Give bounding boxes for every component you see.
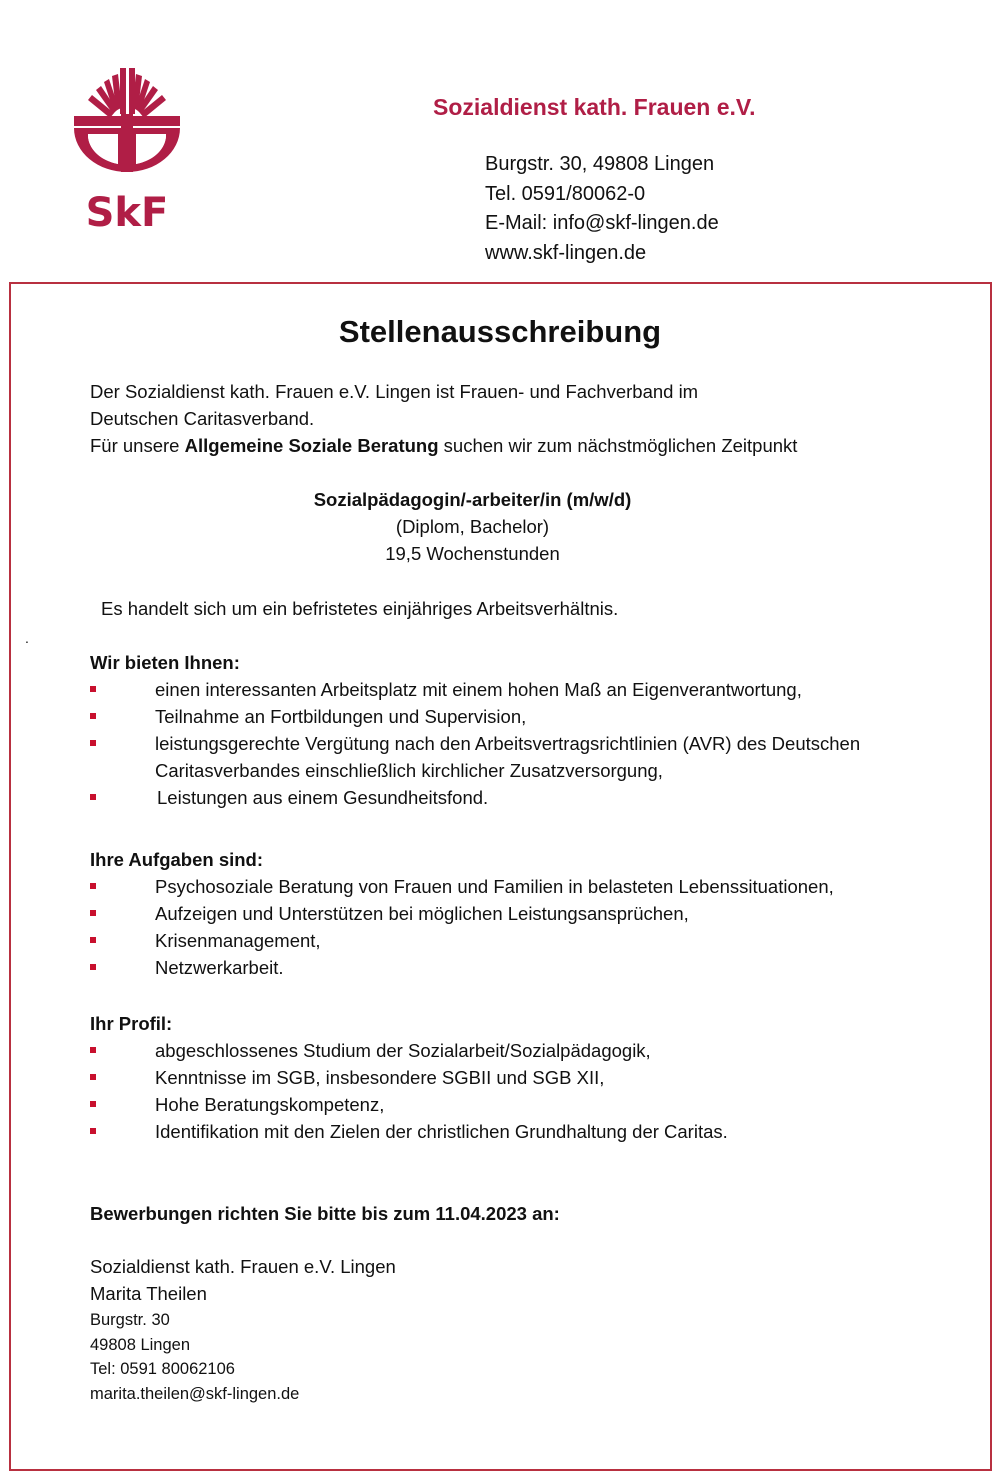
task-item: Aufzeigen und Unterstützen bei möglichen Leistungsansprüchen,: [155, 903, 689, 924]
task-item: Netzwerkarbeit.: [155, 957, 284, 978]
position-title: Sozialpädagogin/-arbeiter/in (m/w/d): [313, 489, 632, 510]
bullet-icon: [90, 740, 96, 746]
org-phone: Tel. 0591/80062-0: [485, 182, 646, 205]
intro-prefix: Für unsere: [90, 435, 185, 456]
offer-item: Teilnahme an Fortbildungen und Supervision,: [155, 706, 527, 727]
skf-logo-text: SkF: [85, 190, 169, 234]
bullet-icon: [90, 910, 96, 916]
contact-phone: Tel: 0591 80062106: [90, 1360, 235, 1378]
org-address: Burgstr. 30, 49808 Lingen: [485, 153, 715, 175]
position-hours: 19,5 Wochenstunden: [385, 543, 560, 564]
bullet-icon: [90, 883, 96, 889]
offer-heading: Wir bieten Ihnen:: [90, 652, 240, 673]
intro-suffix: suchen wir zum nächstmöglichen Zeitpunkt: [438, 435, 798, 456]
application-deadline: Bewerbungen richten Sie bitte bis zum 11.04.2023 an:: [90, 1203, 560, 1224]
org-website: www.skf-lingen.de: [485, 241, 647, 264]
offer-item-continuation: Caritasverbandes einschließlich kirchlicher Zusatzversorgung,: [155, 760, 663, 781]
position-degree: (Diplom, Bachelor): [395, 516, 550, 537]
profile-heading: Ihr Profil:: [90, 1013, 173, 1034]
task-item: Psychosoziale Beratung von Frauen und Familien in belasteten Lebenssituationen,: [155, 876, 834, 897]
stray-dot: .: [25, 630, 29, 646]
profile-item: Kenntnisse im SGB, insbesondere SGBII und SGB XII,: [155, 1067, 605, 1088]
bullet-icon: [90, 794, 96, 800]
tasks-heading: Ihre Aufgaben sind:: [90, 849, 264, 870]
contact-street: Burgstr. 30: [90, 1311, 170, 1329]
profile-item: abgeschlossenes Studium der Sozialarbeit/Sozialpädagogik,: [155, 1040, 651, 1061]
org-name: Sozialdienst kath. Frauen e.V.: [433, 94, 756, 120]
task-item: Krisenmanagement,: [155, 930, 321, 951]
intro-department: Allgemeine Soziale Beratung: [184, 435, 439, 456]
contact-person: Marita Theilen: [90, 1283, 207, 1304]
contact-email[interactable]: marita.theilen@skf-lingen.de: [90, 1385, 300, 1403]
offer-item: einen interessanten Arbeitsplatz mit einem hohen Maß an Eigenverantwortung,: [155, 679, 802, 700]
org-contact-block: [485, 150, 719, 268]
intro-line-1: Der Sozialdienst kath. Frauen e.V. Lingen ist Frauen- und Fachverband im: [90, 381, 699, 402]
bullet-icon: [90, 937, 96, 943]
intro-line-2: Deutschen Caritasverband.: [90, 408, 315, 429]
skf-caritas-cross-icon: [68, 66, 186, 234]
profile-item: Identifikation mit den Zielen der christlichen Grundhaltung der Caritas.: [155, 1121, 728, 1142]
bullet-icon: [90, 713, 96, 719]
contract-note: Es handelt sich um ein befristetes einjähriges Arbeitsverhältnis.: [101, 598, 619, 619]
bullet-icon: [90, 964, 96, 970]
skf-logo: [68, 66, 186, 234]
bullet-icon: [90, 1074, 96, 1080]
profile-item: Hohe Beratungskompetenz,: [155, 1094, 385, 1115]
bullet-icon: [90, 1047, 96, 1053]
intro-line-3: [90, 434, 797, 458]
contact-city: 49808 Lingen: [90, 1336, 191, 1354]
offer-item: Leistungen aus einem Gesundheitsfond.: [157, 787, 489, 808]
bullet-icon: [90, 1101, 96, 1107]
bullet-icon: [90, 1128, 96, 1134]
document-title: Stellenausschreibung: [338, 314, 662, 349]
contact-org: Sozialdienst kath. Frauen e.V. Lingen: [90, 1256, 396, 1277]
bullet-icon: [90, 686, 96, 692]
org-email: E-Mail: info@skf-lingen.de: [485, 212, 719, 234]
offer-item: leistungsgerechte Vergütung nach den Arbeitsvertragsrichtlinien (AVR) des Deutschen: [155, 733, 861, 754]
